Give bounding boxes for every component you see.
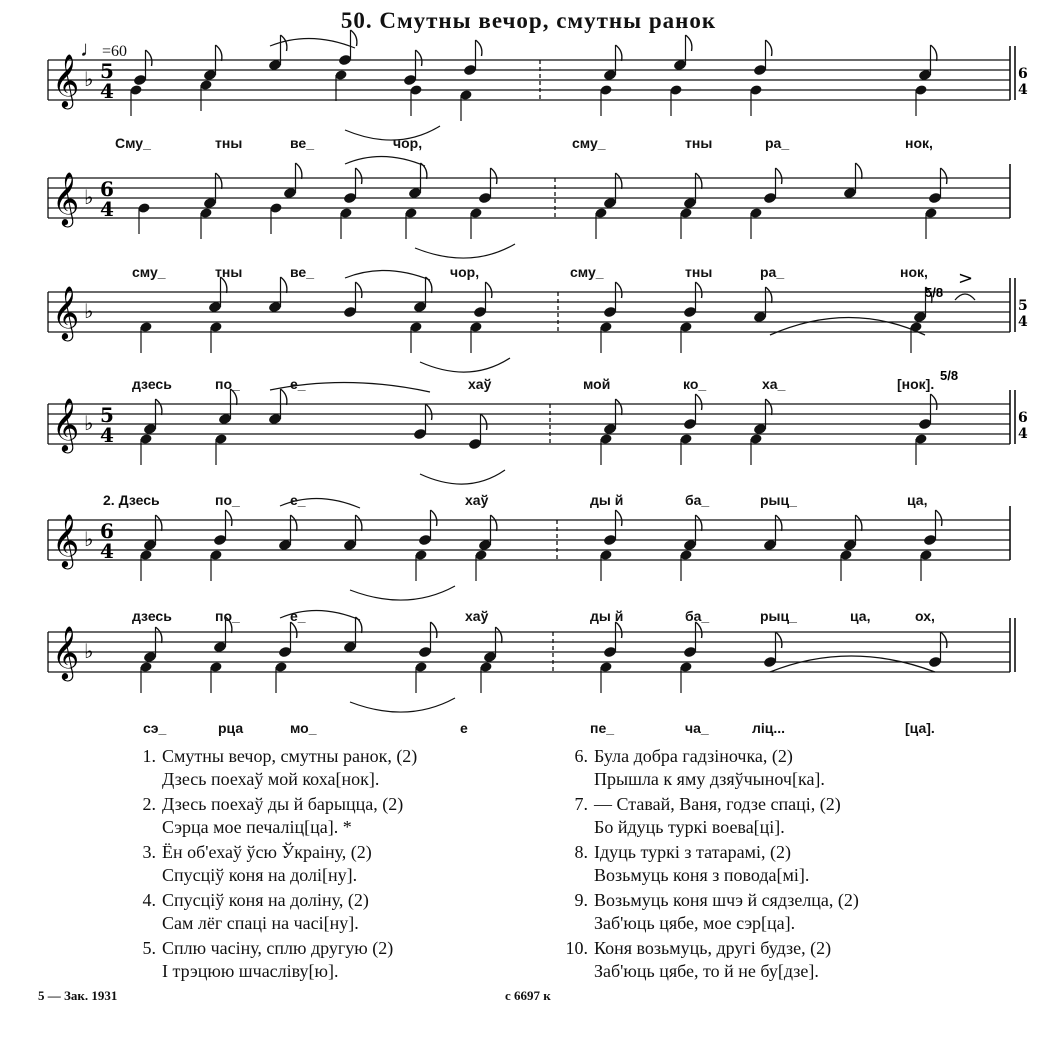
lyrics-line	[0, 376, 1057, 400]
time-signature-top: 5	[100, 59, 114, 83]
verse-line: Дзесь поехаў мой коха[нок].	[162, 769, 380, 789]
treble-clef-icon: 𝄞	[52, 513, 80, 567]
verse-10	[560, 937, 859, 983]
lyric-syllable: пе_	[590, 720, 615, 736]
footer-signature: с 6697 к	[505, 988, 551, 1003]
verse-number: 5.	[142, 938, 156, 958]
lyric-syllable: ца,	[907, 492, 928, 508]
treble-clef-icon: 𝄞	[52, 53, 80, 107]
note-flag	[146, 50, 152, 66]
lyric-syllable: рыц_	[760, 608, 797, 624]
lyric-syllable: хаў	[468, 376, 492, 392]
slur	[420, 358, 510, 372]
lyric-syllable: мой	[583, 376, 611, 392]
slur	[420, 470, 505, 484]
fermata-icon	[955, 294, 975, 300]
footer-order-number: 5 — Зак. 1931	[38, 988, 118, 1003]
lyric-syllable: по_	[215, 492, 240, 508]
verse-number: 4.	[142, 890, 156, 910]
verse-6	[560, 745, 859, 791]
note-flag	[216, 45, 222, 61]
treble-clef-icon: 𝄞	[52, 397, 80, 451]
lyric-syllable: хаў	[465, 492, 489, 508]
verse-line: — Ставай, Ваня, годзе спаці, (2)	[594, 794, 841, 814]
lyric-syllable: чор,	[450, 264, 480, 280]
lyric-syllable: ды й	[590, 608, 624, 624]
lyric-syllable: е	[460, 720, 468, 736]
verse-8	[560, 841, 859, 887]
verse-7	[560, 793, 859, 839]
verse-line: Прышла к яму дзяўчыноч[ка].	[594, 769, 825, 789]
flat-icon: ♭	[84, 527, 94, 551]
lyric-syllable: ца,	[850, 608, 871, 624]
verses-right-column	[560, 745, 859, 985]
time-signature-top: 5	[100, 403, 114, 427]
lyrics-line	[0, 264, 1057, 288]
lyric-syllable: ве_	[290, 264, 314, 280]
verse-number: 3.	[142, 842, 156, 862]
note-flag	[356, 168, 362, 184]
note-flag	[156, 399, 162, 415]
note-flag	[481, 414, 487, 430]
flat-icon: ♭	[84, 639, 94, 663]
lyric-syllable: [ца].	[905, 720, 935, 736]
note-flag	[476, 40, 482, 56]
lyric-syllable: хаў	[465, 608, 489, 624]
verse-3	[128, 841, 417, 887]
note-flag	[491, 168, 497, 184]
flat-icon: ♭	[84, 299, 94, 323]
lyric-syllable: сму_	[570, 264, 604, 280]
lyric-syllable: дзесь	[132, 376, 172, 392]
time-signature-bottom: 4	[100, 423, 114, 447]
time-signature-bottom: 4	[1018, 314, 1028, 330]
verse-line: Бо йдуць туркі воева[ці].	[594, 817, 785, 837]
verse-5	[128, 937, 417, 983]
lyric-syllable: е_	[290, 492, 306, 508]
verse-line: Дзесь поехаў ды й барыцца, (2)	[162, 794, 404, 814]
note-flag	[941, 168, 947, 184]
note-flag	[616, 45, 622, 61]
flat-icon: ♭	[84, 67, 94, 91]
lyric-syllable: рыц_	[760, 492, 797, 508]
lyric-syllable: ча_	[685, 720, 709, 736]
flat-icon: ♭	[84, 185, 94, 209]
lyric-syllable: дзесь	[132, 608, 172, 624]
time-signature-top: 6	[1018, 66, 1028, 82]
lyric-syllable: тны	[215, 135, 243, 151]
lyric-syllable: сэ_	[143, 720, 167, 736]
time-signature-top: 6	[100, 177, 114, 201]
verse-line: Була добра гадзіночка, (2)	[594, 746, 793, 766]
note-flag	[356, 515, 362, 531]
verse-line: Сплю часіну, сплю другую (2)	[162, 938, 394, 958]
lyrics-line	[0, 720, 1057, 744]
note-flag	[931, 45, 937, 61]
verse-2	[128, 793, 417, 839]
verse-number: 10.	[565, 938, 588, 958]
lyric-syllable: ох,	[915, 608, 935, 624]
verse-number: 2.	[142, 794, 156, 814]
note-flag	[856, 515, 862, 531]
note-flag	[941, 632, 947, 648]
time-signature-top: 6	[1018, 410, 1028, 426]
note-flag	[491, 515, 497, 531]
verse-line: Ідуць туркі з татарамі, (2)	[594, 842, 792, 862]
slur	[350, 586, 455, 600]
note-flag	[696, 515, 702, 531]
tie	[770, 656, 935, 672]
lyric-syllable: ліц...	[752, 720, 786, 736]
lyric-syllable: ве_	[290, 135, 314, 151]
lyric-syllable: е_	[290, 608, 306, 624]
lyric-syllable: нок,	[900, 264, 928, 280]
verse-4	[128, 889, 417, 935]
lyric-syllable: ра_	[760, 264, 785, 280]
verse-9	[560, 889, 859, 935]
time-signature-bottom: 4	[1018, 426, 1028, 442]
verses-left-column	[128, 745, 417, 985]
verse-line: Спусціў коня на долі[ну].	[162, 865, 358, 885]
note-flag	[291, 515, 297, 531]
lyric-syllable: ха_	[762, 376, 786, 392]
slur	[350, 698, 455, 712]
tempo-value: =60	[102, 43, 128, 60]
note-flag	[616, 399, 622, 415]
lyric-syllable: сму_	[572, 135, 606, 151]
page-title: 50. Смутны вечор, смутны ранок	[340, 8, 717, 33]
lyric-syllable: сму_	[132, 264, 166, 280]
fermata-label: 5/8	[925, 285, 944, 300]
note-flag	[776, 515, 782, 531]
lyric-syllable: 2. Дзесь	[103, 492, 160, 508]
slur	[270, 38, 355, 48]
note-flag	[351, 30, 357, 46]
verse-line: Возьмуць коня шчэ й сядзелца, (2)	[594, 890, 859, 910]
lyric-syllable: чор,	[393, 135, 423, 151]
lyric-syllable: ба_	[685, 608, 710, 624]
time-signature-top: 5	[1018, 298, 1028, 314]
note-flag	[776, 632, 782, 648]
note-flag	[776, 168, 782, 184]
time-signature-bottom: 4	[100, 79, 114, 103]
lyric-syllable: ба_	[685, 492, 710, 508]
lyric-syllable: ды й	[590, 492, 624, 508]
verse-number: 7.	[574, 794, 588, 814]
verse-number: 1.	[142, 746, 156, 766]
verse-number: 6.	[574, 746, 588, 766]
verse-number: 9.	[574, 890, 588, 910]
verse-line: Возьмуць коня з повода[мі].	[594, 865, 810, 885]
note-flag	[766, 40, 772, 56]
verse-1	[128, 745, 417, 791]
lyric-syllable: е_	[290, 376, 306, 392]
treble-clef-icon: 𝄞	[52, 171, 80, 225]
lyric-syllable: [нок].	[897, 376, 935, 392]
treble-clef-icon: 𝄞	[52, 625, 80, 679]
verse-line: Ён об'ехаў ўсю Ўкраіну, (2)	[162, 842, 372, 862]
lyric-syllable: Сму_	[115, 135, 151, 151]
lyric-syllable: по_	[215, 608, 240, 624]
note-flag	[856, 163, 862, 179]
flat-icon: ♭	[84, 411, 94, 435]
lyric-syllable: нок,	[905, 135, 933, 151]
time-signature-bottom: 4	[1018, 82, 1028, 98]
verse-number: 8.	[574, 842, 588, 862]
lyrics-line	[0, 135, 1057, 159]
verse-line: І трэцюю шчасліву[ю].	[162, 961, 339, 981]
quarter-note-icon: ♩	[80, 36, 102, 61]
lyric-syllable: мо_	[290, 720, 317, 736]
verse-line: Смутны вечор, смутны ранок, (2)	[162, 746, 418, 766]
lyric-syllable: тны	[685, 264, 713, 280]
lyric-syllable: рца	[218, 720, 244, 736]
note-flag	[616, 173, 622, 189]
verse-line: Сэрца мое печаліц[ца]. *	[162, 817, 352, 837]
note-flag	[156, 515, 162, 531]
treble-clef-icon: 𝄞	[52, 285, 80, 339]
verse-line: Заб'юць цябе, то й не бу[дзе].	[594, 961, 819, 981]
note-flag	[296, 163, 302, 179]
lyrics-line	[0, 492, 1057, 516]
verse-line: Коня возьмуць, другі будзе, (2)	[594, 938, 832, 958]
lyric-syllable: по_	[215, 376, 240, 392]
time-signature-top: 6	[100, 519, 114, 543]
lyrics-line	[0, 608, 1057, 632]
note-flag	[426, 404, 432, 420]
verse-line: Заб'юць цябе, мое сэр[ца].	[594, 913, 796, 933]
note-flag	[216, 173, 222, 189]
lyric-syllable: ра_	[765, 135, 790, 151]
lyric-syllable: тны	[685, 135, 713, 151]
note-flag	[686, 35, 692, 51]
slur	[415, 244, 515, 258]
time-signature-bottom: 4	[100, 539, 114, 563]
verse-line: Сам лёг спаці на часі[ну].	[162, 913, 359, 933]
note-flag	[416, 50, 422, 66]
verse-line: Спусціў коня на доліну, (2)	[162, 890, 369, 910]
note-flag	[766, 399, 772, 415]
accent-icon: >	[958, 268, 974, 289]
time-signature-bottom: 4	[100, 197, 114, 221]
note-flag	[696, 173, 702, 189]
fermata-label-low: 5/8	[940, 368, 959, 383]
note-flag	[766, 287, 772, 303]
lyric-syllable: ко_	[683, 376, 707, 392]
note-flag	[281, 35, 287, 51]
lyric-syllable: тны	[215, 264, 243, 280]
